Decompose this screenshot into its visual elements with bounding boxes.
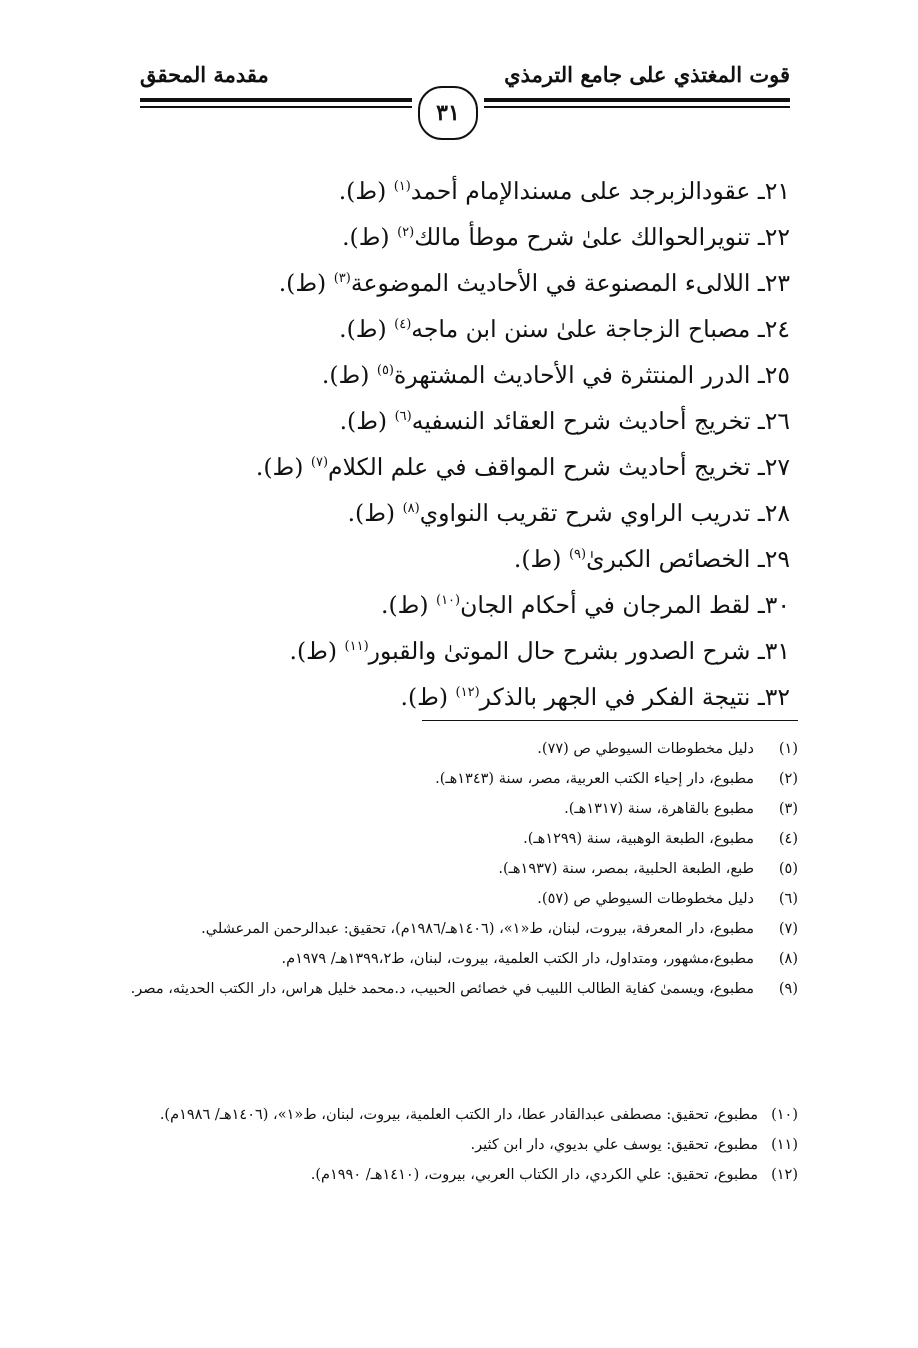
footnote: (١) دليل مخطوطات السيوطي ص (٧٧). [537, 741, 798, 757]
list-item: ٢٥ـ الدرر المنتثرة في الأحاديث المشتهرة$^{(٥)}$ (ط). [321, 361, 790, 389]
footnotes-block-b [128, 1100, 798, 1190]
footnote: (٧) مطبوع، دار المعرفة، بيروت، لبنان، ط«١»، (١٤٠٦هـ/١٩٨٦م)، تحقيق: عبدالرحمن المرعشلي. [201, 921, 798, 937]
footnote: (٩) مطبوع، ويسمىٰ كفاية الطالب اللبيب في خصائص الحبيب، د.محمد خليل هراس، دار الكتب الحديثه، مصر. [130, 981, 798, 997]
list-item: ٣٢ـ نتيجة الفكر في الجهر بالذكر$^{(١٢)}$ (ط). [400, 683, 790, 711]
header-rule-left-thick [140, 98, 412, 102]
footnote: (١٠) مطبوع، تحقيق: مصطفى عبدالقادر عطا، دار الكتب العلمية، بيروت، لبنان، ط«١»، (١٤٠٦هـ/ ١٩٨٦م). [159, 1107, 798, 1123]
running-header-section-title: مقدمة المحقق [140, 62, 269, 87]
footnote-separator [422, 720, 798, 721]
running-header-book-title: قوت المغتذي على جامع الترمذي [504, 62, 790, 87]
footnote: (٨) مطبوع،مشهور، ومتداول، دار الكتب العلمية، بيروت، لبنان، ط١٣٩٩،٢هـ/ ١٩٧٩م. [281, 951, 798, 967]
footnote: (١٢) مطبوع، تحقيق: علي الكردي، دار الكتاب العربي، بيروت، (١٤١٠هـ/ ١٩٩٠م). [310, 1167, 798, 1183]
list-item: ٢٤ـ مصباح الزجاجة علىٰ سنن ابن ماجه$^{(٤)}$ (ط). [339, 315, 790, 343]
list-item: ٣٠ـ لقط المرجان في أحكام الجان$^{(١٠)}$ (ط). [380, 591, 790, 619]
list-item: ٢٣ـ اللالىء المصنوعة في الأحاديث الموضوعة$^{(٣)}$ (ط). [278, 269, 790, 297]
header-rule-right-thin [484, 106, 790, 108]
footnote: (٣) مطبوع بالقاهرة، سنة (١٣١٧هـ). [564, 801, 798, 817]
page-number-badge [418, 86, 478, 140]
list-item: ٢٦ـ تخريج أحاديث شرح العقائد النسفيه$^{(٦)}$ (ط). [339, 407, 790, 435]
list-item: ٢٨ـ تدريب الراوي شرح تقريب النواوي$^{(٨)}$ (ط). [347, 499, 790, 527]
footnote: (٤) مطبوع، الطبعة الوهبية، سنة (١٢٩٩هـ). [523, 831, 798, 847]
list-item: ٣١ـ شرح الصدور بشرح حال الموتىٰ والقبور$^{(١١)}$ (ط). [289, 637, 790, 665]
works-list [130, 164, 790, 716]
footnote: (٢) مطبوع، دار إحياء الكتب العربية، مصر، سنة (١٣٤٣هـ). [435, 771, 798, 787]
list-item: ٢٢ـ تنويرالحوالك علىٰ شرح موطأ مالك$^{(٢)}$ (ط). [342, 223, 790, 251]
footnote: (٦) دليل مخطوطات السيوطي ص (٥٧). [537, 891, 798, 907]
footnotes-block-a [128, 734, 798, 1004]
list-item: ٢٩ـ الخصائص الكبرىٰ$^{(٩)}$ (ط). [513, 545, 790, 573]
page-number: ٣١ [436, 100, 460, 126]
header-rule-right-thick [484, 98, 790, 102]
list-item: ٢٧ـ تخريج أحاديث شرح المواقف في علم الكلام$^{(٧)}$ (ط). [255, 453, 790, 481]
header-rule-left-thin [140, 106, 412, 108]
footnote: (٥) طبع، الطبعة الحلبية، بمصر، سنة (١٩٣٧هـ). [498, 861, 798, 877]
list-item: ٢١ـ عقودالزبرجد على مسندالإمام أحمد$^{(١)}$ (ط). [338, 177, 790, 205]
footnote: (١١) مطبوع، تحقيق: يوسف علي بديوي، دار ابن كثير. [470, 1137, 798, 1153]
